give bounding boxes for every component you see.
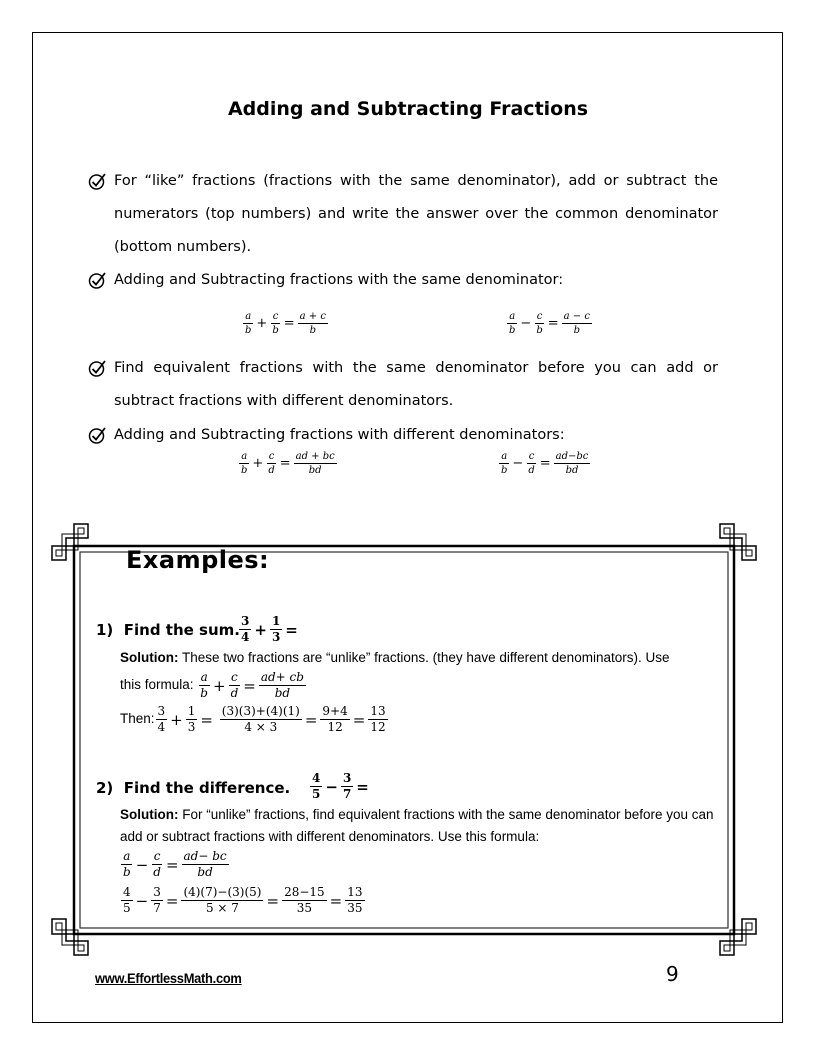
example-1-prompt: 1) Find the sum.: [96, 621, 240, 639]
formula-same-sub: $\frac{a}{b}$ − $\frac{c}{b}$ = $\frac{a - c}{b}$: [509, 311, 590, 336]
formula-diff-add: $\frac{a}{b}$ + $\frac{c}{d}$ = $\frac{ad + bc}{bd}$: [241, 451, 335, 476]
bullet-equivalent-fractions: [88, 352, 718, 418]
page-title: Adding and Subtracting Fractions: [227, 98, 589, 120]
bullet-different-denominators: [88, 419, 718, 452]
footer-url-link[interactable]: www.EffortlessMath.com: [95, 970, 242, 986]
example-1-formula: this formula: $\frac{a}{b}$ + $\frac{c}{d}$ = $\frac{ad+ cb}{bd}$: [120, 670, 304, 700]
check-circle-icon: [88, 425, 108, 445]
example-2-prompt: 2) Find the difference.: [96, 779, 291, 797]
example-1-solution: Solution: These two fractions are “unlike” fractions. (they have different denominators). Use: [120, 650, 670, 665]
formula-same-add: $\frac{a}{b}$ + $\frac{c}{b}$ = $\frac{a + c}{b}$: [245, 311, 326, 336]
examples-heading: Examples:: [126, 546, 270, 574]
example-2-formula: $\frac{a}{b}$ − $\frac{c}{d}$ = $\frac{ad- bc}{bd}$: [123, 849, 227, 879]
bullet-text: Find equivalent fractions with the same denominator before you can add or subtract fractions with different denominators.: [114, 360, 718, 409]
example-2-steps: $\frac{4}{5}$ − $\frac{3}{7}$ = $\frac{(4)(7)-(3)(5)}{5 \times 7}$ = $\frac{28-15}{35}$ = $\frac{13}{35}$: [123, 885, 363, 915]
formula-diff-sub: $\frac{a}{b}$ − $\frac{c}{d}$ = $\frac{ad-bc}{bd}$: [501, 451, 589, 476]
example-1-question: $\frac{3}{4}$ + $\frac{1}{3}$ =: [241, 614, 298, 644]
check-circle-icon: [88, 270, 108, 290]
example-1-steps: Then: $\frac{3}{4}$ + $\frac{1}{3}$ = $\frac{(3)(3)+(4)(1)}{4 \times 3}$ = $\frac{9+4}{12}$ = $\frac{13}{12}$: [120, 704, 386, 734]
check-circle-icon: [88, 358, 108, 378]
example-2-solution: Solution: For “unlike” fractions, find equivalent fractions with the same denominator before you can add or subtract fractions with different denominators. Use this formula:: [120, 807, 714, 844]
bullet-text: For “like” fractions (fractions with the same denominator), add or subtract the numerators (top numbers) and write the answer over the common denominator (bottom numbers).: [114, 173, 718, 255]
bullet-text: Adding and Subtracting fractions with the same denominator:: [114, 272, 564, 288]
page-number: 9: [666, 962, 679, 986]
check-circle-icon: [88, 171, 108, 191]
bullet-same-denominator: [88, 264, 718, 297]
bullet-text: Adding and Subtracting fractions with different denominators:: [114, 427, 565, 443]
bullet-like-fractions: [88, 165, 718, 264]
example-2-question: $\frac{4}{5}$ − $\frac{3}{7}$ =: [312, 771, 369, 801]
